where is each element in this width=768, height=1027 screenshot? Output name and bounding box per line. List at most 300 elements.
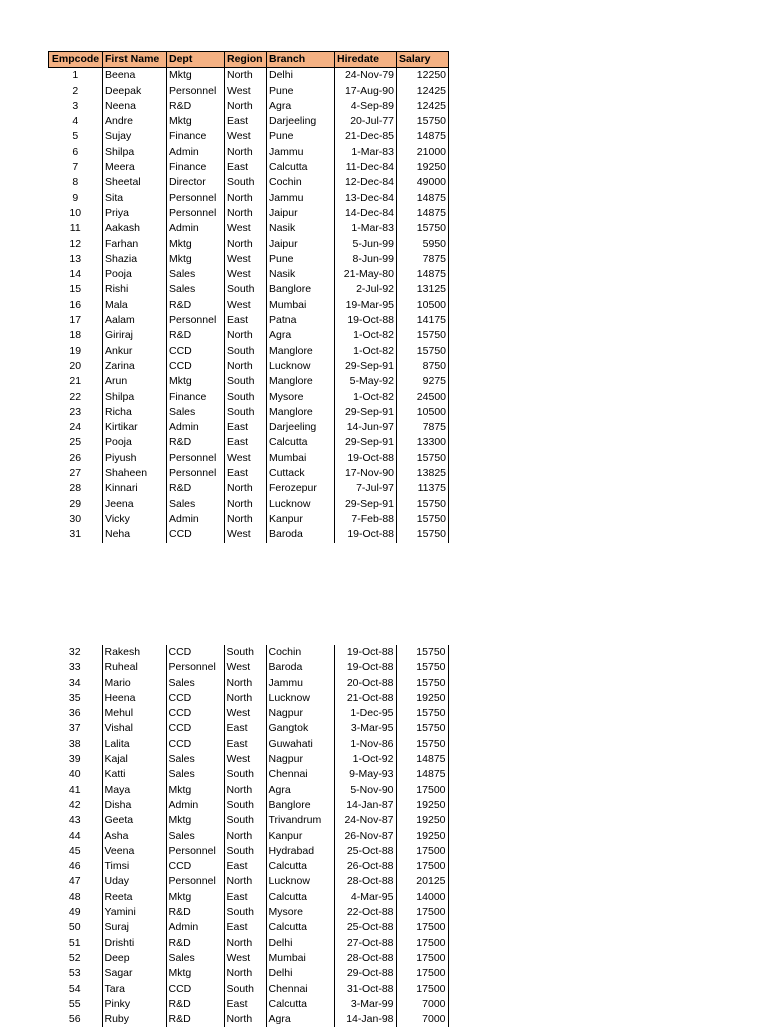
cell-dept[interactable]: Sales <box>166 676 224 691</box>
cell-region[interactable]: West <box>225 298 267 313</box>
cell-region[interactable]: North <box>225 206 267 221</box>
cell-empcode[interactable]: 9 <box>72 191 79 204</box>
cell-dept[interactable]: Personnel <box>167 451 225 466</box>
cell-region[interactable]: East <box>225 435 267 450</box>
cell-region[interactable]: South <box>224 645 266 660</box>
cell-dept[interactable]: Mktg <box>166 890 224 905</box>
cell-salary[interactable]: 14000 <box>396 890 448 905</box>
header-region[interactable]: Region <box>225 52 267 68</box>
cell-first-name[interactable]: Timsi <box>102 859 166 874</box>
cell-salary[interactable]: 7875 <box>397 420 449 435</box>
cell-region[interactable]: North <box>224 676 266 691</box>
cell-first-name[interactable]: Ankur <box>103 344 167 359</box>
cell-first-name[interactable]: Aalam <box>103 313 167 328</box>
cell-dept[interactable]: R&D <box>167 328 225 343</box>
cell-hiredate[interactable]: 26-Nov-87 <box>334 829 396 844</box>
cell-region[interactable]: West <box>224 752 266 767</box>
cell-branch[interactable]: Agra <box>266 1012 334 1027</box>
cell-first-name[interactable]: Maya <box>102 783 166 798</box>
cell-region[interactable]: North <box>225 145 267 160</box>
cell-region[interactable]: East <box>224 737 266 752</box>
cell-region[interactable]: South <box>225 344 267 359</box>
cell-first-name[interactable]: Shilpa <box>103 390 167 405</box>
cell-region[interactable]: West <box>225 451 267 466</box>
cell-dept[interactable]: Sales <box>166 752 224 767</box>
cell-branch[interactable]: Manglore <box>267 344 335 359</box>
cell-hiredate[interactable]: 29-Sep-91 <box>335 497 397 512</box>
cell-first-name[interactable]: Arun <box>103 374 167 389</box>
cell-salary[interactable]: 17500 <box>396 936 448 951</box>
cell-first-name[interactable]: Meera <box>103 160 167 175</box>
cell-dept[interactable]: Finance <box>167 129 225 144</box>
cell-branch[interactable]: Jaipur <box>267 237 335 252</box>
cell-first-name[interactable]: Shazia <box>103 252 167 267</box>
cell-dept[interactable]: Mktg <box>167 68 225 84</box>
cell-hiredate[interactable]: 1-Oct-92 <box>334 752 396 767</box>
cell-empcode[interactable]: 54 <box>68 982 81 995</box>
cell-empcode[interactable]: 31 <box>69 528 82 541</box>
cell-region[interactable]: North <box>224 783 266 798</box>
cell-hiredate[interactable]: 20-Oct-88 <box>334 676 396 691</box>
cell-branch[interactable]: Mumbai <box>267 298 335 313</box>
cell-dept[interactable]: Sales <box>167 405 225 420</box>
cell-branch[interactable]: Nasik <box>267 221 335 236</box>
cell-empcode[interactable]: 16 <box>69 298 82 311</box>
cell-hiredate[interactable]: 19-Oct-88 <box>335 527 397 542</box>
cell-dept[interactable]: Mktg <box>166 966 224 981</box>
cell-empcode[interactable]: 3 <box>72 99 79 112</box>
cell-salary[interactable]: 8750 <box>397 359 449 374</box>
cell-region[interactable]: East <box>225 420 267 435</box>
cell-salary[interactable]: 15750 <box>397 497 449 512</box>
cell-branch[interactable]: Calcutta <box>266 890 334 905</box>
cell-hiredate[interactable]: 7-Feb-88 <box>335 512 397 527</box>
cell-empcode[interactable]: 52 <box>68 951 81 964</box>
cell-first-name[interactable]: Sujay <box>103 129 167 144</box>
cell-branch[interactable]: Agra <box>266 783 334 798</box>
cell-region[interactable]: East <box>224 721 266 736</box>
cell-salary[interactable]: 21000 <box>397 145 449 160</box>
cell-hiredate[interactable]: 19-Mar-95 <box>335 298 397 313</box>
cell-dept[interactable]: R&D <box>167 99 225 114</box>
cell-region[interactable]: North <box>224 691 266 706</box>
cell-dept[interactable]: CCD <box>167 359 225 374</box>
cell-hiredate[interactable]: 5-May-92 <box>335 374 397 389</box>
cell-salary[interactable]: 14175 <box>397 313 449 328</box>
cell-salary[interactable]: 19250 <box>396 691 448 706</box>
cell-hiredate[interactable]: 29-Sep-91 <box>335 359 397 374</box>
cell-empcode[interactable]: 12 <box>69 237 82 250</box>
cell-dept[interactable]: R&D <box>166 997 224 1012</box>
cell-branch[interactable]: Pune <box>267 84 335 99</box>
cell-branch[interactable]: Banglore <box>266 798 334 813</box>
cell-empcode[interactable]: 26 <box>69 451 82 464</box>
cell-salary[interactable]: 11375 <box>397 481 449 496</box>
cell-salary[interactable]: 14875 <box>397 191 449 206</box>
header-branch[interactable]: Branch <box>267 52 335 68</box>
cell-salary[interactable]: 20125 <box>396 874 448 889</box>
cell-dept[interactable]: Sales <box>166 767 224 782</box>
cell-first-name[interactable]: Shaheen <box>103 466 167 481</box>
cell-hiredate[interactable]: 5-Jun-99 <box>335 237 397 252</box>
cell-empcode[interactable]: 17 <box>69 314 82 327</box>
cell-first-name[interactable]: Vishal <box>102 721 166 736</box>
cell-dept[interactable]: Finance <box>167 160 225 175</box>
cell-region[interactable]: West <box>225 252 267 267</box>
cell-hiredate[interactable]: 28-Oct-88 <box>334 874 396 889</box>
cell-salary[interactable]: 15750 <box>396 721 448 736</box>
cell-dept[interactable]: R&D <box>166 936 224 951</box>
cell-region[interactable]: South <box>225 390 267 405</box>
cell-dept[interactable]: Mktg <box>167 252 225 267</box>
cell-hiredate[interactable]: 1-Nov-86 <box>334 737 396 752</box>
cell-empcode[interactable]: 5 <box>72 130 79 143</box>
cell-first-name[interactable]: Pooja <box>103 435 167 450</box>
cell-hiredate[interactable]: 19-Oct-88 <box>334 660 396 675</box>
cell-empcode[interactable]: 23 <box>69 405 82 418</box>
cell-salary[interactable]: 15750 <box>396 660 448 675</box>
cell-empcode[interactable]: 27 <box>69 467 82 480</box>
cell-branch[interactable]: Pune <box>267 129 335 144</box>
cell-branch[interactable]: Manglore <box>267 405 335 420</box>
cell-empcode[interactable]: 4 <box>72 115 79 128</box>
cell-hiredate[interactable]: 8-Jun-99 <box>335 252 397 267</box>
cell-region[interactable]: North <box>225 359 267 374</box>
cell-salary[interactable]: 12250 <box>397 68 449 84</box>
cell-empcode[interactable]: 15 <box>69 283 82 296</box>
cell-region[interactable]: North <box>224 936 266 951</box>
cell-branch[interactable]: Banglore <box>267 282 335 297</box>
cell-region[interactable]: North <box>224 966 266 981</box>
cell-dept[interactable]: Sales <box>167 497 225 512</box>
cell-first-name[interactable]: Deepak <box>103 84 167 99</box>
cell-branch[interactable]: Calcutta <box>267 435 335 450</box>
cell-region[interactable]: South <box>225 282 267 297</box>
cell-branch[interactable]: Delhi <box>266 966 334 981</box>
cell-first-name[interactable]: Shilpa <box>103 145 167 160</box>
cell-region[interactable]: East <box>225 160 267 175</box>
cell-salary[interactable]: 14875 <box>397 206 449 221</box>
cell-salary[interactable]: 10500 <box>397 298 449 313</box>
cell-branch[interactable]: Darjeeling <box>267 114 335 129</box>
cell-branch[interactable]: Nagpur <box>266 706 334 721</box>
cell-first-name[interactable]: Lalita <box>102 737 166 752</box>
cell-branch[interactable]: Agra <box>267 328 335 343</box>
cell-branch[interactable]: Delhi <box>267 68 335 84</box>
cell-first-name[interactable]: Sagar <box>102 966 166 981</box>
cell-dept[interactable]: R&D <box>167 435 225 450</box>
cell-empcode[interactable]: 36 <box>68 707 81 720</box>
cell-empcode[interactable]: 14 <box>69 268 82 281</box>
cell-first-name[interactable]: Reeta <box>102 890 166 905</box>
cell-dept[interactable]: Director <box>167 175 225 190</box>
cell-first-name[interactable]: Drishti <box>102 936 166 951</box>
cell-empcode[interactable]: 46 <box>68 860 81 873</box>
header-dept[interactable]: Dept <box>167 52 225 68</box>
cell-salary[interactable]: 49000 <box>397 175 449 190</box>
cell-first-name[interactable]: Disha <box>102 798 166 813</box>
cell-dept[interactable]: CCD <box>166 859 224 874</box>
cell-region[interactable]: West <box>225 84 267 99</box>
cell-empcode[interactable]: 24 <box>69 421 82 434</box>
cell-hiredate[interactable]: 28-Oct-88 <box>334 951 396 966</box>
cell-empcode[interactable]: 32 <box>68 646 81 658</box>
cell-region[interactable]: East <box>224 890 266 905</box>
cell-hiredate[interactable]: 31-Oct-88 <box>334 982 396 997</box>
cell-branch[interactable]: Jammu <box>267 191 335 206</box>
cell-first-name[interactable]: Kajal <box>102 752 166 767</box>
cell-salary[interactable]: 15750 <box>397 221 449 236</box>
cell-hiredate[interactable]: 21-May-80 <box>335 267 397 282</box>
cell-empcode[interactable]: 13 <box>69 252 82 265</box>
cell-dept[interactable]: Personnel <box>166 874 224 889</box>
cell-hiredate[interactable]: 25-Oct-88 <box>334 920 396 935</box>
cell-dept[interactable]: Admin <box>167 145 225 160</box>
cell-empcode[interactable]: 19 <box>69 344 82 357</box>
cell-salary[interactable]: 12425 <box>397 84 449 99</box>
cell-salary[interactable]: 10500 <box>397 405 449 420</box>
cell-branch[interactable]: Calcutta <box>266 997 334 1012</box>
cell-region[interactable]: South <box>224 798 266 813</box>
cell-empcode[interactable]: 25 <box>69 436 82 449</box>
cell-dept[interactable]: CCD <box>166 737 224 752</box>
cell-first-name[interactable]: Veena <box>102 844 166 859</box>
cell-branch[interactable]: Nagpur <box>266 752 334 767</box>
cell-dept[interactable]: CCD <box>167 527 225 542</box>
cell-hiredate[interactable]: 1-Oct-82 <box>335 390 397 405</box>
cell-salary[interactable]: 13825 <box>397 466 449 481</box>
cell-branch[interactable]: Lucknow <box>266 874 334 889</box>
cell-empcode[interactable]: 56 <box>68 1013 81 1026</box>
cell-dept[interactable]: Personnel <box>167 84 225 99</box>
cell-branch[interactable]: Lucknow <box>266 691 334 706</box>
cell-hiredate[interactable]: 1-Oct-82 <box>335 344 397 359</box>
cell-branch[interactable]: Chennai <box>266 982 334 997</box>
cell-salary[interactable]: 5950 <box>397 237 449 252</box>
cell-salary[interactable]: 19250 <box>397 160 449 175</box>
cell-salary[interactable]: 15750 <box>397 512 449 527</box>
cell-dept[interactable]: Personnel <box>167 466 225 481</box>
cell-empcode[interactable]: 33 <box>68 661 81 674</box>
cell-branch[interactable]: Kanpur <box>266 829 334 844</box>
cell-salary[interactable]: 15750 <box>397 527 449 542</box>
cell-region[interactable]: North <box>225 99 267 114</box>
cell-dept[interactable]: CCD <box>166 982 224 997</box>
cell-empcode[interactable]: 20 <box>69 359 82 372</box>
cell-salary[interactable]: 17500 <box>396 844 448 859</box>
cell-branch[interactable]: Nasik <box>267 267 335 282</box>
cell-salary[interactable]: 15750 <box>397 344 449 359</box>
cell-empcode[interactable]: 49 <box>68 906 81 919</box>
cell-region[interactable]: West <box>224 660 266 675</box>
cell-dept[interactable]: CCD <box>167 344 225 359</box>
cell-dept[interactable]: Mktg <box>166 783 224 798</box>
cell-salary[interactable]: 14875 <box>397 129 449 144</box>
cell-dept[interactable]: CCD <box>166 721 224 736</box>
cell-branch[interactable]: Lucknow <box>267 359 335 374</box>
cell-branch[interactable]: Agra <box>267 99 335 114</box>
cell-dept[interactable]: CCD <box>166 691 224 706</box>
cell-empcode[interactable]: 8 <box>72 176 79 189</box>
cell-dept[interactable]: Sales <box>167 282 225 297</box>
cell-hiredate[interactable]: 1-Dec-95 <box>334 706 396 721</box>
cell-first-name[interactable]: Katti <box>102 767 166 782</box>
cell-branch[interactable]: Cuttack <box>267 466 335 481</box>
cell-hiredate[interactable]: 21-Dec-85 <box>335 129 397 144</box>
cell-salary[interactable]: 17500 <box>396 966 448 981</box>
cell-hiredate[interactable]: 20-Jul-77 <box>335 114 397 129</box>
cell-empcode[interactable]: 40 <box>68 768 81 781</box>
cell-region[interactable]: West <box>224 951 266 966</box>
cell-branch[interactable]: Darjeeling <box>267 420 335 435</box>
cell-dept[interactable]: Mktg <box>167 237 225 252</box>
cell-dept[interactable]: Finance <box>167 390 225 405</box>
cell-dept[interactable]: R&D <box>167 298 225 313</box>
cell-branch[interactable]: Pune <box>267 252 335 267</box>
cell-branch[interactable]: Gangtok <box>266 721 334 736</box>
cell-first-name[interactable]: Ruby <box>102 1012 166 1027</box>
cell-first-name[interactable]: Aakash <box>103 221 167 236</box>
cell-first-name[interactable]: Yamini <box>102 905 166 920</box>
cell-hiredate[interactable]: 2-Jul-92 <box>335 282 397 297</box>
cell-empcode[interactable]: 45 <box>68 844 81 857</box>
cell-hiredate[interactable]: 22-Oct-88 <box>334 905 396 920</box>
cell-branch[interactable]: Mumbai <box>266 951 334 966</box>
cell-hiredate[interactable]: 7-Jul-97 <box>335 481 397 496</box>
cell-empcode[interactable]: 42 <box>68 798 81 811</box>
cell-first-name[interactable]: Neena <box>103 99 167 114</box>
cell-salary[interactable]: 15750 <box>397 114 449 129</box>
cell-empcode[interactable]: 35 <box>68 691 81 704</box>
cell-dept[interactable]: Admin <box>167 420 225 435</box>
cell-empcode[interactable]: 48 <box>68 890 81 903</box>
cell-salary[interactable]: 14875 <box>396 752 448 767</box>
cell-salary[interactable]: 24500 <box>397 390 449 405</box>
cell-first-name[interactable]: Sheetal <box>103 175 167 190</box>
cell-region[interactable]: North <box>224 874 266 889</box>
cell-empcode[interactable]: 10 <box>69 206 82 219</box>
cell-first-name[interactable]: Mala <box>103 298 167 313</box>
cell-empcode[interactable]: 28 <box>69 482 82 495</box>
cell-dept[interactable]: Mktg <box>167 114 225 129</box>
cell-hiredate[interactable]: 13-Dec-84 <box>335 191 397 206</box>
cell-region[interactable]: East <box>225 313 267 328</box>
cell-dept[interactable]: Admin <box>166 920 224 935</box>
cell-region[interactable]: South <box>225 374 267 389</box>
cell-dept[interactable]: Sales <box>166 951 224 966</box>
header-empcode[interactable]: Empcode <box>49 52 103 68</box>
cell-dept[interactable]: CCD <box>166 706 224 721</box>
cell-dept[interactable]: Mktg <box>167 374 225 389</box>
cell-empcode[interactable]: 29 <box>69 497 82 510</box>
cell-empcode[interactable]: 47 <box>68 875 81 888</box>
header-salary[interactable]: Salary <box>397 52 449 68</box>
cell-salary[interactable]: 15750 <box>396 706 448 721</box>
cell-region[interactable]: East <box>225 466 267 481</box>
cell-dept[interactable]: R&D <box>166 905 224 920</box>
cell-region[interactable]: East <box>224 920 266 935</box>
cell-salary[interactable]: 14875 <box>396 767 448 782</box>
cell-salary[interactable]: 19250 <box>396 798 448 813</box>
cell-region[interactable]: South <box>224 844 266 859</box>
cell-hiredate[interactable]: 19-Oct-88 <box>335 313 397 328</box>
cell-salary[interactable]: 17500 <box>396 859 448 874</box>
cell-branch[interactable]: Mysore <box>267 390 335 405</box>
cell-branch[interactable]: Cochin <box>267 175 335 190</box>
cell-salary[interactable]: 12425 <box>397 99 449 114</box>
cell-dept[interactable]: Mktg <box>166 813 224 828</box>
cell-hiredate[interactable]: 29-Sep-91 <box>335 405 397 420</box>
cell-branch[interactable]: Cochin <box>266 645 334 660</box>
cell-salary[interactable]: 17500 <box>396 783 448 798</box>
cell-hiredate[interactable]: 26-Oct-88 <box>334 859 396 874</box>
cell-region[interactable]: North <box>225 497 267 512</box>
cell-hiredate[interactable]: 1-Mar-83 <box>335 221 397 236</box>
cell-region[interactable]: East <box>224 859 266 874</box>
cell-first-name[interactable]: Giriraj <box>103 328 167 343</box>
cell-branch[interactable]: Guwahati <box>266 737 334 752</box>
cell-empcode[interactable]: 6 <box>72 145 79 158</box>
cell-salary[interactable]: 15750 <box>396 645 448 660</box>
cell-region[interactable]: South <box>224 767 266 782</box>
cell-empcode[interactable]: 43 <box>68 814 81 827</box>
cell-first-name[interactable]: Heena <box>102 691 166 706</box>
cell-dept[interactable]: Admin <box>167 512 225 527</box>
cell-branch[interactable]: Manglore <box>267 374 335 389</box>
cell-salary[interactable]: 13300 <box>397 435 449 450</box>
cell-empcode[interactable]: 1 <box>72 69 79 82</box>
cell-hiredate[interactable]: 4-Mar-95 <box>334 890 396 905</box>
cell-first-name[interactable]: Priya <box>103 206 167 221</box>
cell-region[interactable]: North <box>225 191 267 206</box>
cell-dept[interactable]: Sales <box>166 829 224 844</box>
cell-first-name[interactable]: Beena <box>103 68 167 84</box>
cell-hiredate[interactable]: 29-Sep-91 <box>335 435 397 450</box>
cell-hiredate[interactable]: 19-Oct-88 <box>334 645 396 660</box>
cell-hiredate[interactable]: 24-Nov-79 <box>335 68 397 84</box>
cell-empcode[interactable]: 11 <box>69 222 81 235</box>
cell-empcode[interactable]: 30 <box>69 512 82 525</box>
cell-dept[interactable]: Admin <box>166 798 224 813</box>
cell-hiredate[interactable]: 24-Nov-87 <box>334 813 396 828</box>
header-hiredate[interactable]: Hiredate <box>335 52 397 68</box>
cell-region[interactable]: East <box>225 114 267 129</box>
cell-first-name[interactable]: Andre <box>103 114 167 129</box>
cell-empcode[interactable]: 41 <box>68 783 81 796</box>
cell-hiredate[interactable]: 19-Oct-88 <box>335 451 397 466</box>
cell-first-name[interactable]: Jeena <box>103 497 167 512</box>
cell-salary[interactable]: 7875 <box>397 252 449 267</box>
cell-branch[interactable]: Kanpur <box>267 512 335 527</box>
cell-dept[interactable]: Sales <box>167 267 225 282</box>
cell-empcode[interactable]: 21 <box>69 375 82 388</box>
cell-first-name[interactable]: Ruheal <box>102 660 166 675</box>
cell-first-name[interactable]: Uday <box>102 874 166 889</box>
cell-hiredate[interactable]: 5-Nov-90 <box>334 783 396 798</box>
cell-empcode[interactable]: 50 <box>68 921 81 934</box>
cell-salary[interactable]: 13125 <box>397 282 449 297</box>
cell-salary[interactable]: 15750 <box>396 737 448 752</box>
cell-region[interactable]: West <box>224 706 266 721</box>
cell-first-name[interactable]: Kirtikar <box>103 420 167 435</box>
cell-first-name[interactable]: Rakesh <box>102 645 166 660</box>
cell-first-name[interactable]: Vicky <box>103 512 167 527</box>
cell-salary[interactable]: 7000 <box>396 997 448 1012</box>
cell-branch[interactable]: Mysore <box>266 905 334 920</box>
cell-first-name[interactable]: Pooja <box>103 267 167 282</box>
cell-empcode[interactable]: 44 <box>68 829 81 842</box>
cell-salary[interactable]: 7000 <box>396 1012 448 1027</box>
